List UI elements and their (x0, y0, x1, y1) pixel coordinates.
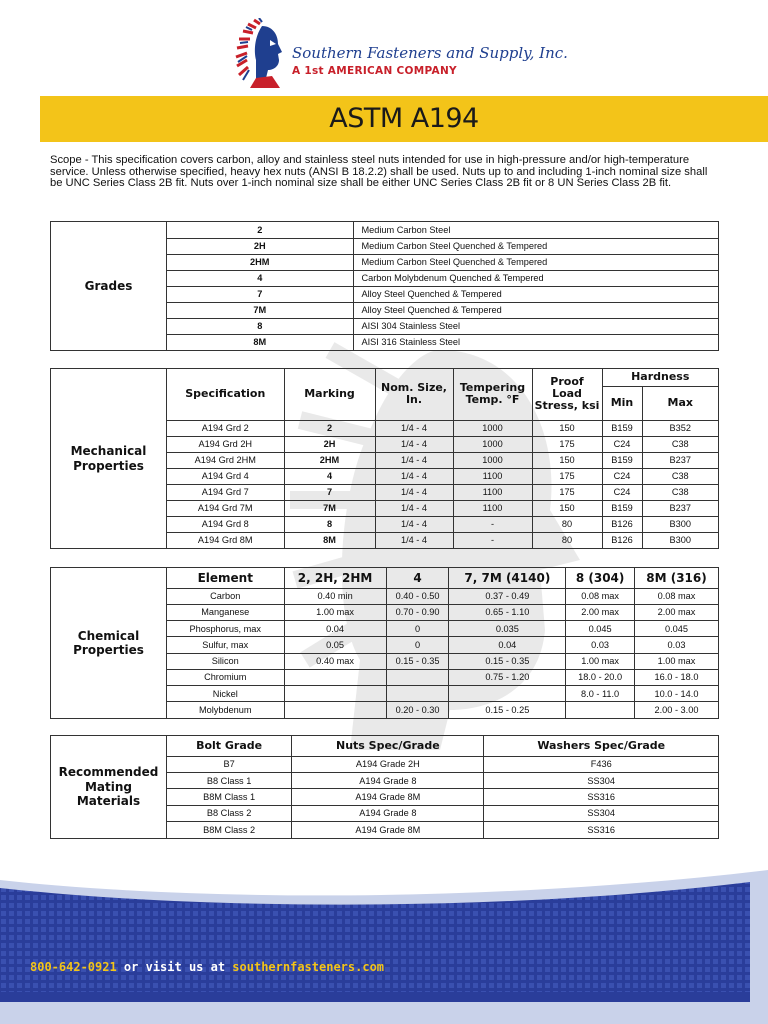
grade-row (167, 238, 718, 254)
mating-row (167, 805, 718, 821)
chemical-header: 8 (304) (566, 568, 635, 588)
hardness-max-cell: B237 (642, 452, 718, 468)
nominal-size-cell: 1/4 - 4 (375, 532, 453, 548)
marking-cell: 2HM (284, 452, 375, 468)
chemical-grid (167, 568, 718, 718)
nominal-size-cell: 1/4 - 4 (375, 420, 453, 436)
header-hardness: Hardness (602, 369, 718, 386)
tempering-temp-cell: 1100 (453, 500, 532, 516)
spec-cell: A194 Grd 4 (167, 468, 284, 484)
mating-row (167, 822, 718, 838)
hardness-min-cell: B126 (602, 516, 642, 532)
nut-spec-cell: A194 Grade 8 (292, 805, 484, 821)
chemical-header: 8M (316) (634, 568, 718, 588)
proof-load-cell: 150 (532, 420, 602, 436)
tempering-temp-cell: 1100 (453, 484, 532, 500)
grade-row (167, 270, 718, 286)
mechanical-row (167, 468, 718, 484)
washer-spec-cell: SS316 (484, 789, 718, 805)
spec-cell: A194 Grd 8M (167, 532, 284, 548)
element-value: 0.04 (449, 637, 566, 653)
element-name: Manganese (167, 604, 284, 620)
hardness-max-cell: C38 (642, 436, 718, 452)
nominal-size-cell: 1/4 - 4 (375, 468, 453, 484)
tempering-temp-cell: - (453, 516, 532, 532)
header-marking: Marking (284, 369, 375, 420)
footer-phone[interactable]: 800-642-0921 (30, 960, 117, 974)
chemical-properties-label: Chemical Properties (51, 568, 167, 718)
mechanical-properties-table (50, 368, 719, 549)
hardness-max-cell: B300 (642, 516, 718, 532)
element-value: 0.15 - 0.35 (386, 653, 449, 669)
hardness-min-cell: C24 (602, 436, 642, 452)
grade-description: AISI 316 Stainless Steel (353, 334, 718, 350)
spec-cell: A194 Grd 7M (167, 500, 284, 516)
title-band (40, 96, 768, 142)
chemical-row (167, 653, 718, 669)
element-value: 1.00 max (634, 653, 718, 669)
chemical-row (167, 604, 718, 620)
element-name: Nickel (167, 686, 284, 702)
hardness-min-cell: B159 (602, 452, 642, 468)
grade-description: Alloy Steel Quenched & Tempered (353, 286, 718, 302)
tempering-temp-cell: - (453, 532, 532, 548)
grade-row (167, 286, 718, 302)
nut-spec-cell: A194 Grade 8M (292, 789, 484, 805)
footer-wave-background (0, 862, 768, 1024)
element-value: 0.04 (284, 621, 386, 637)
element-value: 1.00 max (284, 604, 386, 620)
mating-header: Washers Spec/Grade (484, 736, 718, 756)
grade-code: 7M (167, 302, 353, 318)
hardness-min-cell: B159 (602, 500, 642, 516)
company-name: Southern Fasteners and Supply, Inc. (292, 44, 568, 62)
mating-header: Nuts Spec/Grade (292, 736, 484, 756)
mating-row (167, 789, 718, 805)
mating-row (167, 756, 718, 772)
chemical-row (167, 637, 718, 653)
company-tagline: A 1st AMERICAN COMPANY (292, 65, 457, 77)
element-value: 0.03 (634, 637, 718, 653)
nominal-size-cell: 1/4 - 4 (375, 484, 453, 500)
mechanical-row (167, 436, 718, 452)
hardness-max-cell: B237 (642, 500, 718, 516)
marking-cell: 8 (284, 516, 375, 532)
grades-table (50, 221, 719, 351)
element-name: Phosphorus, max (167, 621, 284, 637)
grade-description: Medium Carbon Steel (353, 222, 718, 238)
grade-code: 2 (167, 222, 353, 238)
element-value: 0.045 (566, 621, 635, 637)
mating-row (167, 772, 718, 788)
header-hardness-max: Max (642, 386, 718, 420)
element-value (386, 669, 449, 685)
hardness-min-cell: B126 (602, 532, 642, 548)
nut-spec-cell: A194 Grade 8 (292, 772, 484, 788)
chemical-properties-table (50, 567, 719, 719)
washer-spec-cell: SS304 (484, 772, 718, 788)
element-value: 0.40 min (284, 588, 386, 604)
element-value: 0.05 (284, 637, 386, 653)
spec-cell: A194 Grd 8 (167, 516, 284, 532)
element-value: 0.40 max (284, 653, 386, 669)
element-value (449, 686, 566, 702)
mechanical-properties-label: Mechanical Properties (51, 369, 167, 548)
marking-cell: 7 (284, 484, 375, 500)
grade-description: Carbon Molybdenum Quenched & Tempered (353, 270, 718, 286)
grade-code: 2HM (167, 254, 353, 270)
scope-paragraph: Scope - This specification covers carbon, alloy and stainless steel nuts intended for use in high-pressure and/or high-temperature service. Unless otherwise specified, heavy hex nuts (ANSI B 18.2.2) shall be used. Nuts up to and including 1-inch nominal size shall be UNC Series Class 2B fit. Nuts over 1-inch nominal size shall be either UNC Series Class 2B fit or 8 UN Series Class 2B fit. (50, 154, 708, 190)
mechanical-row (167, 484, 718, 500)
element-value (386, 686, 449, 702)
spec-cell: A194 Grd 2 (167, 420, 284, 436)
nominal-size-cell: 1/4 - 4 (375, 516, 453, 532)
washer-spec-cell: SS316 (484, 822, 718, 838)
element-value (284, 669, 386, 685)
mechanical-row (167, 532, 718, 548)
spec-cell: A194 Grd 2H (167, 436, 284, 452)
footer-website-link[interactable]: southernfasteners.com (232, 960, 385, 974)
element-value: 0.08 max (566, 588, 635, 604)
element-value: 2.00 max (566, 604, 635, 620)
grade-description: Alloy Steel Quenched & Tempered (353, 302, 718, 318)
proof-load-cell: 150 (532, 500, 602, 516)
element-value: 0.03 (566, 637, 635, 653)
bolt-grade-cell: B8 Class 1 (167, 772, 292, 788)
grade-code: 7 (167, 286, 353, 302)
mechanical-row (167, 420, 718, 436)
marking-cell: 7M (284, 500, 375, 516)
element-value (284, 686, 386, 702)
element-value: 0.40 - 0.50 (386, 588, 449, 604)
grades-label: Grades (51, 222, 167, 350)
spec-cell: A194 Grd 2HM (167, 452, 284, 468)
grade-row (167, 222, 718, 238)
element-value (284, 702, 386, 718)
proof-load-cell: 175 (532, 468, 602, 484)
element-name: Silicon (167, 653, 284, 669)
element-name: Sulfur, max (167, 637, 284, 653)
element-name: Carbon (167, 588, 284, 604)
footer-visit-text: or visit us at (116, 960, 233, 974)
nominal-size-cell: 1/4 - 4 (375, 436, 453, 452)
marking-cell: 8M (284, 532, 375, 548)
element-value: 0.15 - 0.35 (449, 653, 566, 669)
element-value: 0.20 - 0.30 (386, 702, 449, 718)
proof-load-cell: 80 (532, 532, 602, 548)
tempering-temp-cell: 1100 (453, 468, 532, 484)
element-value: 2.00 - 3.00 (634, 702, 718, 718)
grades-grid (167, 222, 718, 350)
element-value (566, 702, 635, 718)
mating-grid (167, 736, 718, 838)
proof-load-cell: 150 (532, 452, 602, 468)
element-value: 0.08 max (634, 588, 718, 604)
tempering-temp-cell: 1000 (453, 436, 532, 452)
hardness-max-cell: B352 (642, 420, 718, 436)
bolt-grade-cell: B8M Class 2 (167, 822, 292, 838)
native-american-chief-logo (226, 18, 288, 90)
chemical-header: 7, 7M (4140) (449, 568, 566, 588)
tempering-temp-cell: 1000 (453, 420, 532, 436)
washer-spec-cell: F436 (484, 756, 718, 772)
chemical-row (167, 588, 718, 604)
page-footer (0, 862, 768, 1024)
element-value: 1.00 max (566, 653, 635, 669)
proof-load-cell: 175 (532, 484, 602, 500)
element-value: 0.70 - 0.90 (386, 604, 449, 620)
grade-description: Medium Carbon Steel Quenched & Tempered (353, 238, 718, 254)
hardness-min-cell: C24 (602, 484, 642, 500)
nominal-size-cell: 1/4 - 4 (375, 500, 453, 516)
washer-spec-cell: SS304 (484, 805, 718, 821)
mechanical-row (167, 500, 718, 516)
spec-cell: A194 Grd 7 (167, 484, 284, 500)
element-value: 16.0 - 18.0 (634, 669, 718, 685)
mechanical-row (167, 516, 718, 532)
marking-cell: 2 (284, 420, 375, 436)
mating-header: Bolt Grade (167, 736, 292, 756)
mating-materials-table (50, 735, 719, 839)
page-title: ASTM A194 (329, 103, 479, 134)
element-value: 0 (386, 621, 449, 637)
nut-spec-cell: A194 Grade 8M (292, 822, 484, 838)
grade-code: 2H (167, 238, 353, 254)
chemical-header: 4 (386, 568, 449, 588)
element-value: 0.37 - 0.49 (449, 588, 566, 604)
mechanical-grid (167, 369, 718, 548)
bolt-grade-cell: B8M Class 1 (167, 789, 292, 805)
element-value: 2.00 max (634, 604, 718, 620)
tempering-temp-cell: 1000 (453, 452, 532, 468)
grade-code: 4 (167, 270, 353, 286)
chemical-row (167, 686, 718, 702)
footer-contact (30, 960, 384, 974)
hardness-max-cell: B300 (642, 532, 718, 548)
grade-row (167, 334, 718, 350)
grade-row (167, 318, 718, 334)
nut-spec-cell: A194 Grade 2H (292, 756, 484, 772)
hardness-min-cell: B159 (602, 420, 642, 436)
element-value: 10.0 - 14.0 (634, 686, 718, 702)
hardness-min-cell: C24 (602, 468, 642, 484)
marking-cell: 4 (284, 468, 375, 484)
grade-code: 8M (167, 334, 353, 350)
hardness-max-cell: C38 (642, 484, 718, 500)
mechanical-row (167, 452, 718, 468)
element-value: 0 (386, 637, 449, 653)
header-proof-load: Proof Load Stress, ksi (532, 369, 602, 420)
header-nominal-size: Nom. Size, In. (375, 369, 453, 420)
grade-row (167, 254, 718, 270)
proof-load-cell: 80 (532, 516, 602, 532)
header-specification: Specification (167, 369, 284, 420)
bolt-grade-cell: B7 (167, 756, 292, 772)
grade-code: 8 (167, 318, 353, 334)
element-value: 0.15 - 0.25 (449, 702, 566, 718)
hardness-max-cell: C38 (642, 468, 718, 484)
proof-load-cell: 175 (532, 436, 602, 452)
chemical-header: 2, 2H, 2HM (284, 568, 386, 588)
element-value: 0.65 - 1.10 (449, 604, 566, 620)
element-value: 8.0 - 11.0 (566, 686, 635, 702)
element-value: 0.035 (449, 621, 566, 637)
grade-description: AISI 304 Stainless Steel (353, 318, 718, 334)
element-value: 0.75 - 1.20 (449, 669, 566, 685)
marking-cell: 2H (284, 436, 375, 452)
chemical-row (167, 702, 718, 718)
header-hardness-min: Min (602, 386, 642, 420)
element-value: 0.045 (634, 621, 718, 637)
page-header (0, 0, 768, 96)
element-value: 18.0 - 20.0 (566, 669, 635, 685)
grade-row (167, 302, 718, 318)
chemical-header: Element (167, 568, 284, 588)
header-tempering-temp: Tempering Temp. °F (453, 369, 532, 420)
chemical-row (167, 621, 718, 637)
mating-materials-label: Recommended Mating Materials (51, 736, 167, 838)
element-name: Chromium (167, 669, 284, 685)
bolt-grade-cell: B8 Class 2 (167, 805, 292, 821)
element-name: Molybdenum (167, 702, 284, 718)
nominal-size-cell: 1/4 - 4 (375, 452, 453, 468)
chemical-row (167, 669, 718, 685)
grade-description: Medium Carbon Steel Quenched & Tempered (353, 254, 718, 270)
